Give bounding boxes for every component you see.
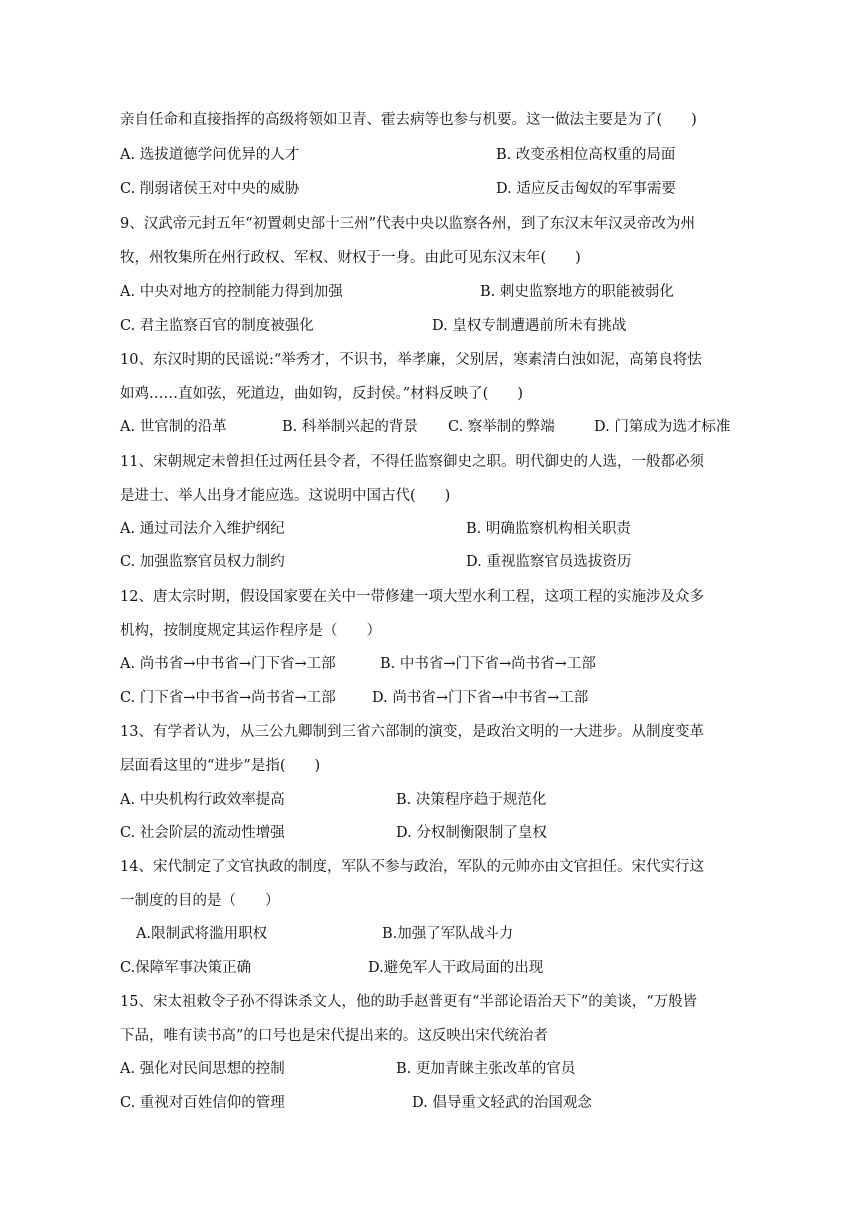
q13-option-b: B. 决策程序趋于规范化 xyxy=(396,792,547,808)
q8-option-a: A. 选拔道德学问优异的人才 xyxy=(120,147,300,163)
q15-stem-line-2: 下品，唯有读书高”的口号也是宋代提出来的。这反映出宋代统治者 xyxy=(120,1028,548,1044)
q8-option-c: C. 削弱诸侯王对中央的威胁 xyxy=(120,181,300,197)
q9-option-a: A. 中央对地方的控制能力得到加强 xyxy=(120,284,343,300)
q14-option-c: C.保障军事决策正确 xyxy=(120,960,252,976)
q11-option-d: D. 重视监察官员选拔资历 xyxy=(466,554,632,570)
q10-stem-line-1: 10、东汉时期的民谣说:“举秀才，不识书，举孝廉，父别居，寒素清白浊如泥，高第良将怯 xyxy=(120,352,702,368)
q9-option-b: B. 刺史监察地方的职能被弱化 xyxy=(480,284,674,300)
q14-stem-line-1: 14、宋代制定了文官执政的制度，军队不参与政治，军队的元帅亦由文官担任。宋代实行这 xyxy=(120,859,704,875)
q14-stem-line-2: 一制度的目的是（ ） xyxy=(120,893,280,909)
q15-option-a: A. 强化对民间思想的控制 xyxy=(120,1061,285,1077)
q12-option-d: D. 尚书省→门下省→中书省→工部 xyxy=(372,690,589,706)
q9-stem-line-1: 9、汉武帝元封五年“初置刺史部十三州”代表中央以监察各州，到了东汉末年汉灵帝改为州 xyxy=(120,216,696,232)
q14-option-b: B.加强了军队战斗力 xyxy=(382,926,514,942)
q8-stem-line: 亲自任命和直接指挥的高级将领如卫青、霍去病等也参与机要。这一做法主要是为了( ) xyxy=(120,112,697,128)
q9-option-c: C. 君主监察百官的制度被强化 xyxy=(120,318,314,334)
q12-option-c: C. 门下省→中书省→尚书省→工部 xyxy=(120,690,336,706)
q14-option-a: A.限制武将滥用职权 xyxy=(136,926,268,942)
q13-option-a: A. 中央机构行政效率提高 xyxy=(120,792,285,808)
q10-stem-line-2: 如鸡……直如弦，死道边，曲如钩，反封侯。”材料反映了( ) xyxy=(120,386,523,402)
q15-option-c: C. 重视对百姓信仰的管理 xyxy=(120,1095,285,1111)
q11-option-b: B. 明确监察机构相关职责 xyxy=(466,521,631,537)
q14-option-d: D.避免军人干政局面的出现 xyxy=(368,960,544,976)
q12-stem-line-1: 12、唐太宗时期，假设国家要在关中一带修建一项大型水利工程，这项工程的实施涉及众多 xyxy=(120,589,704,605)
q13-option-d: D. 分权制衡限制了皇权 xyxy=(396,825,547,841)
q11-option-a: A. 通过司法介入维护纲纪 xyxy=(120,521,285,537)
q12-stem-line-2: 机构，按制度规定其运作程序是（ ） xyxy=(120,623,381,639)
q15-option-b: B. 更加青睐主张改革的官员 xyxy=(396,1061,576,1077)
q13-stem-line-1: 13、有学者认为，从三公九卿制到三省六部制的演变，是政治文明的一大进步。从制度变革 xyxy=(120,724,704,740)
q10-option-d: D. 门第成为选才标准 xyxy=(594,419,731,435)
q8-option-b: B. 改变丞相位高权重的局面 xyxy=(496,147,676,163)
q11-stem-line-1: 11、宋朝规定未曾担任过两任县令者，不得任监察御史之职。明代御史的人选，一般都必须 xyxy=(120,454,704,470)
q9-stem-line-2: 牧，州牧集所在州行政权、军权、财权于一身。由此可见东汉末年( ) xyxy=(120,250,581,266)
q9-option-d: D. 皇权专制遭遇前所未有挑战 xyxy=(432,318,627,334)
q13-option-c: C. 社会阶层的流动性增强 xyxy=(120,825,285,841)
q12-option-b: B. 中书省→门下省→尚书省→工部 xyxy=(380,656,596,672)
q10-option-a: A. 世官制的沿革 xyxy=(120,419,227,435)
q10-option-c: C. 察举制的弊端 xyxy=(448,419,555,435)
q8-option-d: D. 适应反击匈奴的军事需要 xyxy=(496,181,676,197)
q11-stem-line-2: 是进士、举人出身才能应选。这说明中国古代( ) xyxy=(120,488,451,504)
q15-option-d: D. 倡导重文轻武的治国观念 xyxy=(412,1095,592,1111)
q13-stem-line-2: 层面看这里的“进步”是指( ) xyxy=(120,758,321,774)
q12-option-a: A. 尚书省→中书省→门下省→工部 xyxy=(120,656,336,672)
q15-stem-line-1: 15、宋太祖敕令子孙不得诛杀文人，他的助手赵普更有“半部论语治天下”的美谈，“万般皆 xyxy=(120,994,698,1010)
q11-option-c: C. 加强监察官员权力制约 xyxy=(120,554,285,570)
q10-option-b: B. 科举制兴起的背景 xyxy=(282,419,418,435)
